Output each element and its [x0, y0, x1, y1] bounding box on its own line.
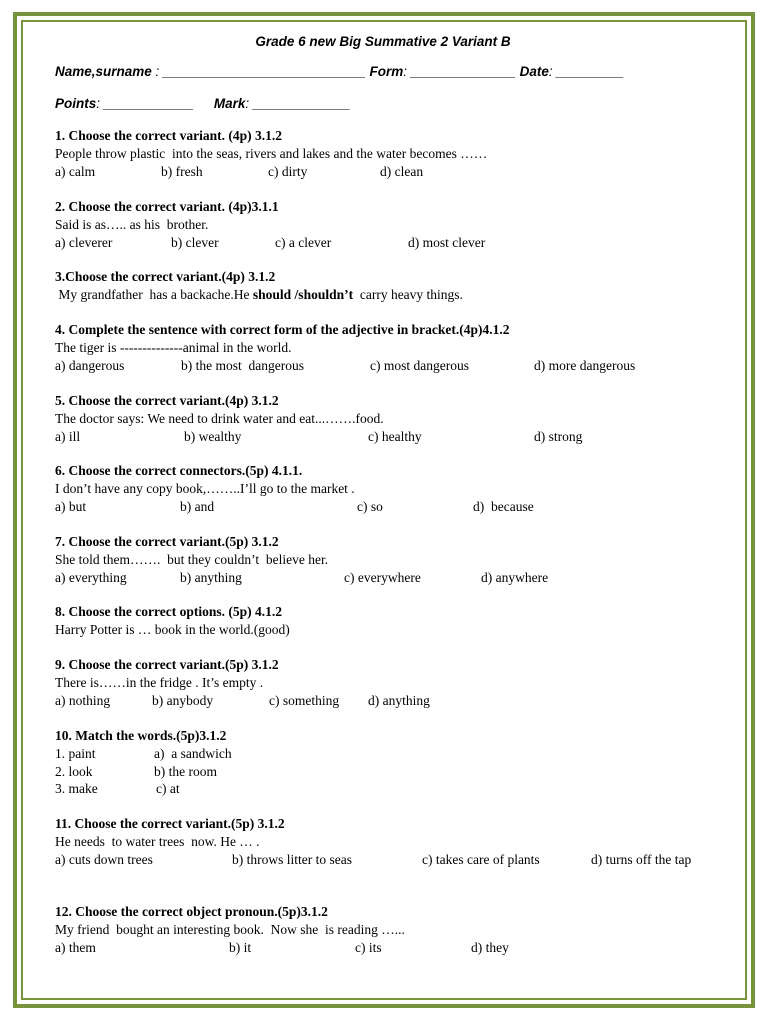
option-a[interactable]: a) nothing	[55, 692, 111, 708]
option-b[interactable]: b) clever	[171, 234, 219, 250]
option-a[interactable]: a) but	[55, 498, 87, 514]
match-word[interactable]: 2. look	[55, 763, 93, 779]
option-d[interactable]: d) more dangerous	[534, 357, 636, 373]
question-heading: 11. Choose the correct variant.(5p) 3.1.2	[55, 816, 285, 831]
question-3	[55, 268, 755, 304]
match-row	[55, 745, 755, 763]
question-text: I don’t have any copy book,……..I’ll go to the market .	[55, 481, 355, 496]
question-9	[55, 656, 755, 709]
question-6	[55, 462, 755, 515]
option-d[interactable]: d) strong	[534, 428, 583, 444]
question-heading: 1. Choose the correct variant. (4p) 3.1.2	[55, 128, 282, 143]
answer-options	[55, 498, 755, 516]
answer-options	[55, 569, 755, 587]
question-text: My friend bought an interesting book. Now she is reading …...	[55, 922, 405, 937]
match-row	[55, 763, 755, 781]
question-text: He needs to water trees now. He … .	[55, 834, 260, 849]
question-heading: 8. Choose the correct options. (5p) 4.1.2	[55, 604, 282, 619]
option-a[interactable]: a) calm	[55, 163, 96, 179]
question-heading: 4. Complete the sentence with correct form of the adjective in bracket.(4p)4.1.2	[55, 322, 510, 337]
answer-options	[55, 234, 755, 252]
option-b[interactable]: b) anything	[180, 569, 242, 585]
option-d[interactable]: d) because	[473, 498, 534, 514]
match-row	[55, 780, 755, 798]
question-text: Said is as….. as his brother.	[55, 217, 209, 232]
question-text: The tiger is --------------animal in the world.	[55, 340, 292, 355]
option-b[interactable]: b) throws litter to seas	[232, 851, 352, 867]
question-1	[55, 127, 755, 180]
question-text: There is……in the fridge . It’s empty .	[55, 675, 264, 690]
option-c[interactable]: c) most dangerous	[370, 357, 469, 373]
option-b[interactable]: b) it	[229, 939, 252, 955]
question-heading: 12. Choose the correct object pronoun.(5p)3.1.2	[55, 904, 328, 919]
student-info-line	[55, 64, 624, 79]
form-field[interactable]: : ______________	[403, 64, 520, 79]
question-text: The doctor says: We need to drink water and eat...…….food.	[55, 411, 384, 426]
points-field[interactable]: : ____________	[96, 96, 194, 111]
option-a[interactable]: a) cleverer	[55, 234, 113, 250]
option-b[interactable]: b) fresh	[161, 163, 203, 179]
question-10	[55, 727, 755, 798]
name-label: Name,surname	[55, 64, 152, 79]
answer-options	[55, 692, 755, 710]
option-d[interactable]: d) they	[471, 939, 509, 955]
option-b[interactable]: b) and	[180, 498, 215, 514]
question-12	[55, 903, 755, 956]
question-2	[55, 198, 755, 251]
question-heading: 5. Choose the correct variant.(4p) 3.1.2	[55, 393, 279, 408]
answer-options	[55, 851, 755, 869]
question-8	[55, 603, 755, 639]
option-d[interactable]: d) anywhere	[481, 569, 549, 585]
option-c[interactable]: c) healthy	[368, 428, 422, 444]
option-d[interactable]: d) most clever	[408, 234, 486, 250]
option-b[interactable]: b) the most dangerous	[181, 357, 304, 373]
date-label: Date	[519, 64, 549, 79]
option-d[interactable]: d) turns off the tap	[591, 851, 692, 867]
question-heading: 10. Match the words.(5p)3.1.2	[55, 728, 227, 743]
match-word[interactable]: 1. paint	[55, 746, 96, 761]
option-c[interactable]: c) takes care of plants	[422, 851, 540, 867]
option-b[interactable]: b) anybody	[152, 692, 214, 708]
question-text-start: My grandfather has a backache.He	[55, 287, 253, 302]
option-c[interactable]: c) so	[357, 498, 383, 514]
question-7	[55, 533, 755, 586]
question-heading: 3.Choose the correct variant.(4p) 3.1.2	[55, 269, 276, 284]
option-a[interactable]: a) everything	[55, 569, 127, 585]
option-c[interactable]: c) everywhere	[344, 569, 421, 585]
option-c[interactable]: c) something	[269, 692, 340, 708]
score-line	[55, 96, 351, 111]
option-a[interactable]: a) cuts down trees	[55, 851, 153, 867]
option-c[interactable]: c) a clever	[275, 234, 332, 250]
option-d[interactable]: d) anything	[368, 692, 430, 708]
match-phrase[interactable]: a) a sandwich	[154, 746, 232, 761]
match-word[interactable]: 3. make	[55, 781, 98, 796]
answer-options	[55, 428, 755, 446]
option-a[interactable]: a) them	[55, 939, 96, 955]
name-field[interactable]: : ___________________________	[151, 64, 370, 79]
question-heading: 9. Choose the correct variant.(5p) 3.1.2	[55, 657, 279, 672]
answer-options	[55, 357, 755, 375]
points-label: Points	[55, 96, 97, 111]
date-field[interactable]: : _________	[548, 64, 624, 79]
option-a[interactable]: a) dangerous	[55, 357, 125, 373]
mark-field[interactable]: : _____________	[245, 96, 351, 111]
question-11	[55, 815, 755, 868]
option-c[interactable]: c) its	[355, 939, 382, 955]
answer-options	[55, 163, 755, 181]
match-phrase[interactable]: c) at	[156, 781, 180, 796]
question-heading: 7. Choose the correct variant.(5p) 3.1.2	[55, 534, 279, 549]
question-5	[55, 392, 755, 445]
question-4	[55, 321, 755, 374]
question-text: She told them……. but they couldn’t believe her.	[55, 552, 329, 567]
question-choice-text: should /shouldn’t	[252, 287, 354, 302]
question-heading: 2. Choose the correct variant. (4p)3.1.1	[55, 199, 279, 214]
question-heading: 6. Choose the correct connectors.(5p) 4.1.1.	[55, 463, 303, 478]
mark-label: Mark	[213, 96, 246, 111]
option-b[interactable]: b) wealthy	[184, 428, 242, 444]
option-d[interactable]: d) clean	[380, 163, 424, 179]
form-label: Form	[369, 64, 404, 79]
question-text: Harry Potter is … book in the world.(good)	[55, 622, 290, 637]
option-a[interactable]: a) ill	[55, 428, 81, 444]
question-text	[55, 286, 755, 304]
match-phrase[interactable]: b) the room	[154, 763, 217, 779]
answer-options	[55, 939, 755, 957]
option-c[interactable]: c) dirty	[268, 163, 308, 179]
question-text: People throw plastic into the seas, rivers and lakes and the water becomes ……	[55, 146, 488, 161]
page-title: Grade 6 new Big Summative 2 Variant B	[255, 34, 511, 49]
question-text-end: carry heavy things.	[353, 287, 463, 302]
